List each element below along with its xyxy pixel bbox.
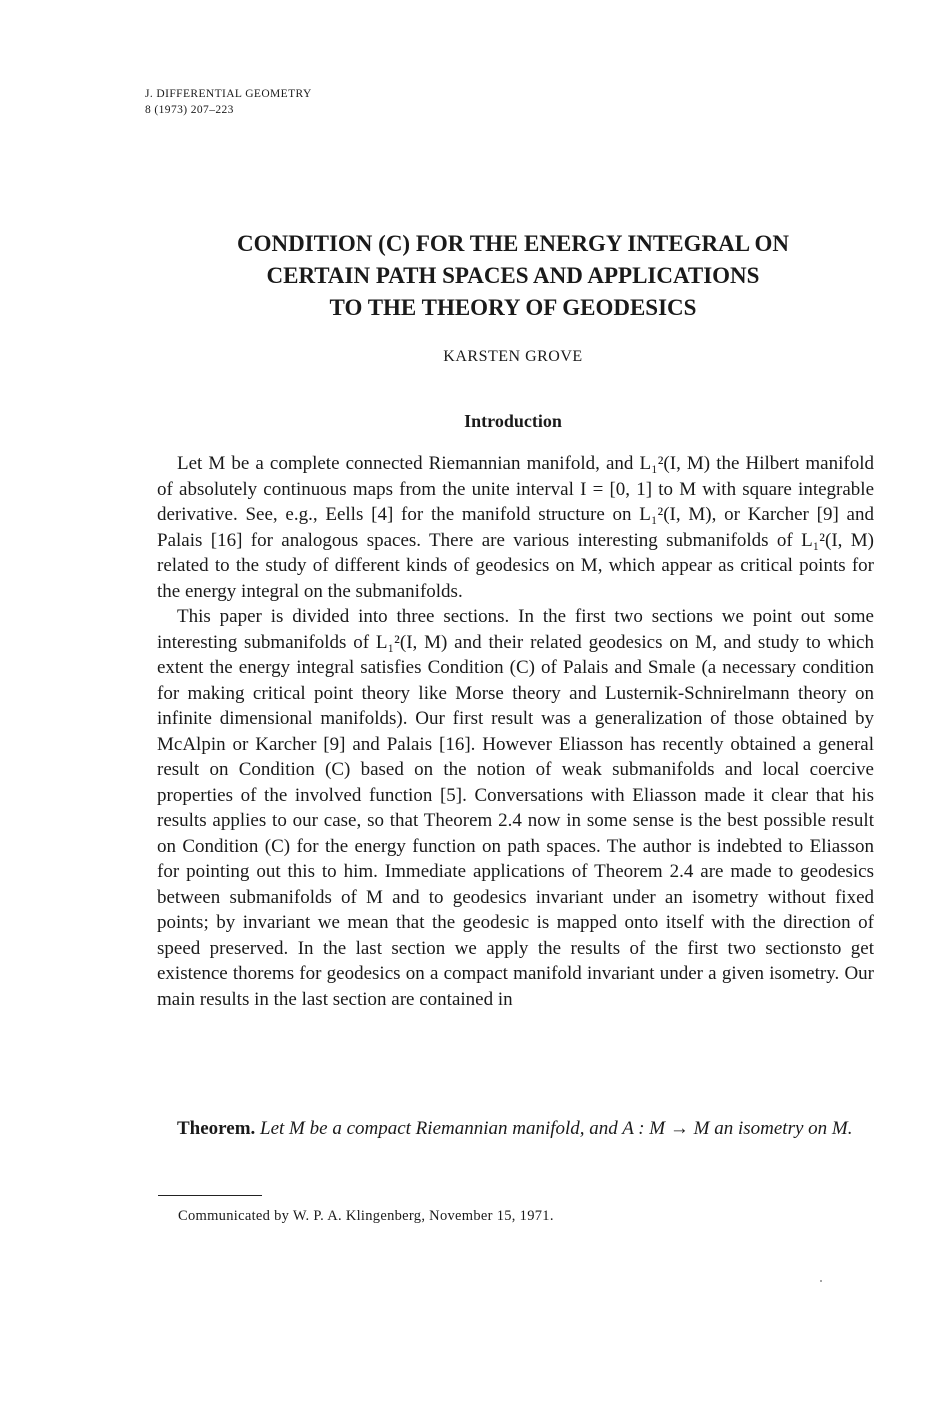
footnote: Communicated by W. P. A. Klingenberg, November 15, 1971.	[178, 1208, 554, 1224]
title-line-1: CONDITION (C) FOR THE ENERGY INTEGRAL ON	[236, 231, 790, 256]
paper-title	[120, 228, 906, 324]
body-text	[157, 451, 874, 1012]
footnote-rule	[158, 1195, 262, 1196]
author-name: KARSTEN GROVE	[443, 348, 583, 365]
journal-volume: 8 (1973) 207–223	[145, 104, 234, 116]
theorem-block	[157, 1116, 874, 1142]
title-line-3: TO THE THEORY OF GEODESICS	[329, 295, 697, 320]
theorem-statement: Let M be a compact Riemannian manifold, and A : M → M an isometry on M.	[260, 1118, 853, 1139]
paragraph-1: Let M be a complete connected Riemannian manifold, and L₁²(I, M) the Hilbert manifold of absolutely continuous maps from the unite interval I = [0, 1] to M with square integrable derivative. See, e.g., Eells [4] for the manifold structure on L₁²(I, M), or Karcher [9] and Palais [16] for analogous spaces. There are various interesting submanifolds of L₁²(I, M) related to the study of different kinds of geodesics on M, which appear as critical points for the energy integral on the submanifolds.	[157, 453, 874, 602]
paragraph-2: This paper is divided into three sections. In the first two sections we point out some interesting submanifolds of L₁²(I, M) and their related geodesics on M, and study to which extent the energy integral satisfies Condition (C) of Palais and Smale (a necessary condition for making critical point theory like Morse theory and Lusternik-Schnirelmann theory on infinite dimensional manifolds). Our first result was a generalization of those obtained by McAlpin or Karcher [9] and Palais [16]. However Eliasson has recently obtained a general result on Condition (C) based on the notion of weak submanifolds and local coercive properties of the involved function [5]. Conversations with Eliasson made it clear that his results applies to our case, so that Theorem 2.4 now in some sense is the best possible result on Condition (C) for the energy function on path spaces. The author is indebted to Eliasson for pointing out this to him. Immediate applications of Theorem 2.4 are made to geodesics between submanifolds of M and to geodesics invariant under an isometry without fixed points; by invariant we mean that the geodesic is mapped onto itself with the direction of speed preserved. In the last section we apply the results of the first two sectionsto get existence thorems for geodesics on a compact manifold invariant under a given isometry. Our main results in the last section are contained in	[157, 606, 874, 1010]
title-line-2: CERTAIN PATH SPACES AND APPLICATIONS	[266, 263, 760, 288]
theorem-label: Theorem.	[177, 1118, 256, 1139]
journal-header	[145, 86, 312, 118]
journal-name: J. DIFFERENTIAL GEOMETRY	[145, 88, 312, 100]
section-heading: Introduction	[464, 411, 562, 431]
scan-speck	[820, 1280, 822, 1282]
